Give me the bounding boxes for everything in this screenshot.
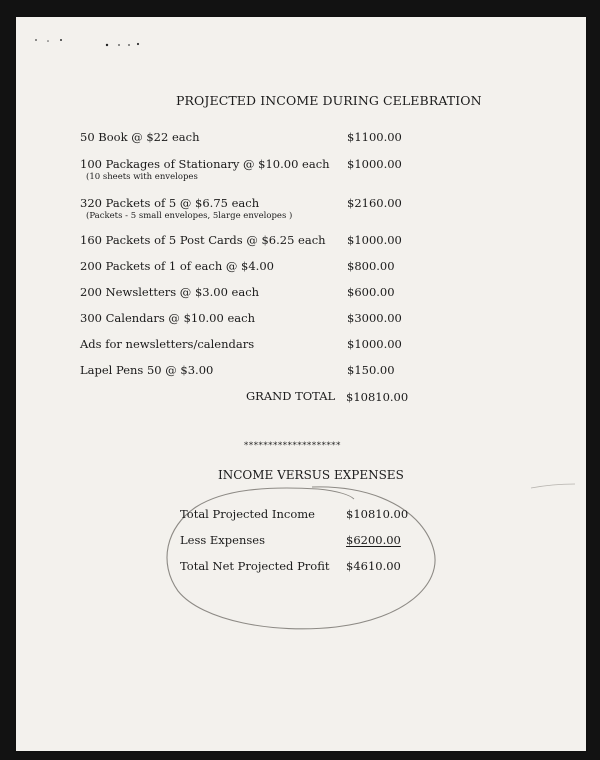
summary-value: $4610.00 <box>346 559 401 573</box>
line-item-description: 320 Packets of 5 @ $6.75 each <box>80 196 260 210</box>
line-item-note: (10 sheets with envelopes <box>86 172 198 182</box>
pencil-circle <box>156 479 446 634</box>
line-item-amount: $600.00 <box>347 285 395 299</box>
line-item-amount: $3000.00 <box>347 311 402 325</box>
grand-total-label: GRAND TOTAL <box>246 389 336 403</box>
line-item-amount: $1000.00 <box>347 157 402 171</box>
line-item-amount: $2160.00 <box>347 196 402 210</box>
line-item-amount: $150.00 <box>347 363 395 377</box>
summary-value: $6200.00 <box>346 533 401 547</box>
summary-value: $10810.00 <box>346 507 409 521</box>
line-item-amount: $800.00 <box>347 259 395 273</box>
comparison-title: INCOME VERSUS EXPENSES <box>218 468 404 482</box>
line-item-description: 200 Newsletters @ $3.00 each <box>80 285 260 299</box>
line-item-description: 160 Packets of 5 Post Cards @ $6.25 each <box>80 233 326 247</box>
line-item-amount: $1000.00 <box>347 233 402 247</box>
line-item-amount: $1100.00 <box>347 130 402 144</box>
line-item-description: 300 Calendars @ $10.00 each <box>80 311 255 325</box>
line-item-description: 200 Packets of 1 of each @ $4.00 <box>80 259 274 273</box>
income-items <box>80 130 420 420</box>
line-item-note: (Packets - 5 small envelopes, 5large envelopes ) <box>86 211 293 221</box>
summary-label: Less Expenses <box>180 533 265 547</box>
grand-total-amount: $10810.00 <box>346 390 409 404</box>
line-item-amount: $1000.00 <box>347 337 402 351</box>
pencil-mark <box>529 481 577 491</box>
paper-specks <box>30 36 150 50</box>
document-page <box>16 17 586 751</box>
line-item-description: Ads for newsletters/calendars <box>80 337 255 351</box>
section-separator: ******************** <box>244 441 341 451</box>
line-item-description: 50 Book @ $22 each <box>80 130 200 144</box>
summary-label: Total Net Projected Profit <box>180 559 330 573</box>
line-item-description: Lapel Pens 50 @ $3.00 <box>80 363 214 377</box>
line-item-description: 100 Packages of Stationary @ $10.00 each <box>80 157 330 171</box>
document-title: PROJECTED INCOME DURING CELEBRATION <box>176 93 482 108</box>
summary-label: Total Projected Income <box>180 507 315 521</box>
